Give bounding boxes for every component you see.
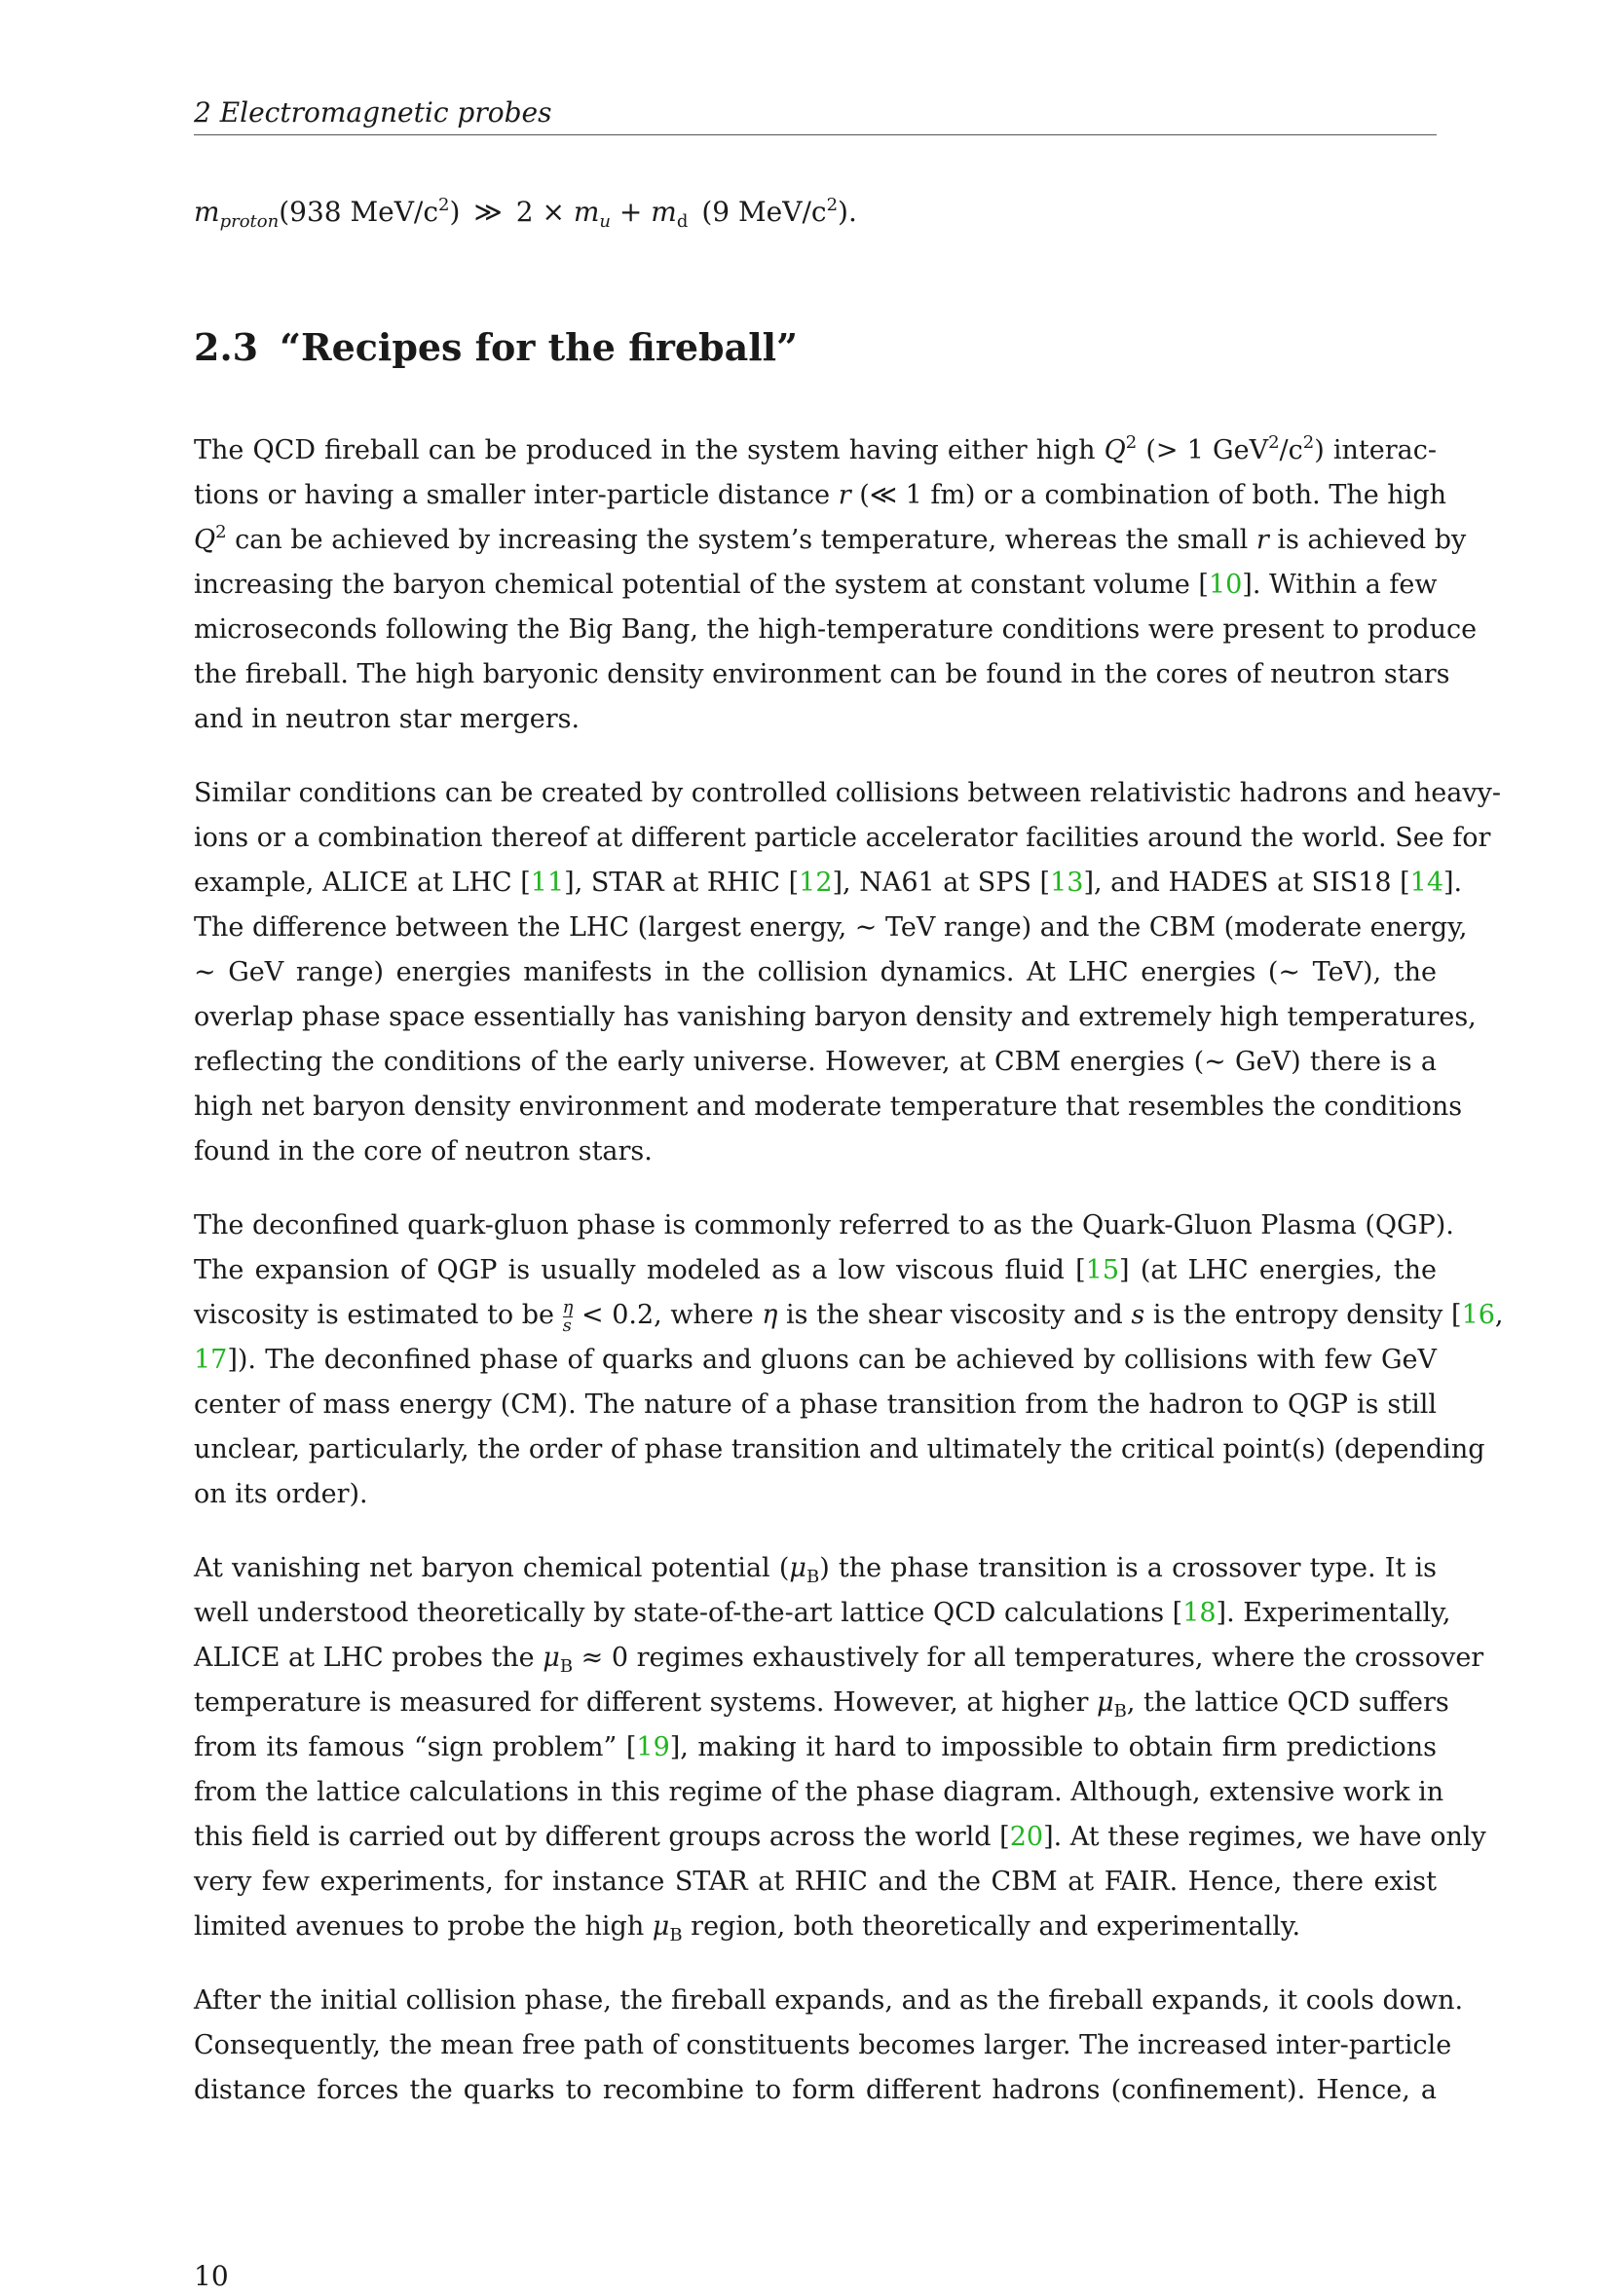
paragraph-4 [194,1546,1486,1949]
citation-link[interactable]: 18 [1182,1598,1217,1628]
text-line: Similar conditions can be created by controlled collisions between relativistic hadrons and heavy- [194,778,1501,808]
math-text: (9 MeV/c [701,196,827,228]
text-line: the fireball. The high baryonic density environment can be found in the cores of neutron stars [194,659,1450,689]
text-line: Consequently, the mean free path of constituents becomes larger. The increased inter-particle [194,2030,1452,2060]
text-line: overlap phase space essentially has vanishing baryon density and extremely high temperatures, [194,1002,1477,1032]
text-line: 17]). The deconfined phase of quarks and gluons can be achieved by collisions with few GeV [194,1345,1437,1375]
text-line: At vanishing net baryon chemical potential $(\mu_B)$ the phase transition is a crossover type. It is [194,1553,1437,1587]
text-line: distance forces the quarks to recombine to form different hadrons (confinement). Hence, a [194,2075,1437,2105]
text-line: temperature is measured for different systems. However, at higher $\mu_B$, the lattice QCD suffers [194,1687,1449,1722]
citation-link[interactable]: 20 [1009,1822,1044,1852]
text-line: increasing the baryon chemical potential of the system at constant volume [10]. Within a few [194,570,1438,600]
math-sup: 2 [438,195,450,215]
math-text: 2 × [515,196,574,228]
section-heading [194,321,798,374]
section-title: “Recipes for the fireball” [280,325,798,369]
math-symbol: ≫ [473,196,503,228]
text-line: After the initial collision phase, the fireball expands, and as the fireball expands, it cools down. [194,1985,1464,2016]
citation-link[interactable]: 19 [636,1732,670,1762]
text-line: well understood theoretically by state-of-the-art lattice QCD calculations [18]. Experimentally, [194,1598,1451,1628]
citation-link[interactable]: 12 [799,868,833,898]
text-line: this field is carried out by different groups across the world [20]. At these regimes, we have only [194,1822,1486,1852]
text-line: The QCD fireball can be produced in the system having either high $Q^2$ (> 1 $GeV^2/c^2$) interac- [194,432,1437,465]
page-number: 10 [194,2260,229,2292]
text-line: ∼ GeV range) energies manifests in the collision dynamics. At LHC energies (∼ TeV), the [194,957,1437,987]
text-line: ions or a combination thereof at different particle accelerator facilities around the world. See for [194,823,1491,853]
math-sub: d [676,211,689,232]
paragraph-2 [194,771,1501,1174]
text-line: center of mass energy (CM). The nature of a phase transition from the hadron to QGP is still [194,1389,1437,1420]
math-text: (938 MeV/c [279,196,439,228]
text-line: on its order). [194,1479,368,1509]
text-line: from the lattice calculations in this regime of the phase diagram. Although, extensive work in [194,1777,1444,1807]
section-number: 2.3 [194,325,259,369]
text-line: unclear, particularly, the order of phase transition and ultimately the critical point(s) (depending [194,1434,1485,1464]
math-m: m [651,196,677,228]
text-line: from its famous “sign problem” [19], making it hard to impossible to obtain firm predictions [194,1732,1437,1762]
mass-inequality [194,191,857,234]
paragraph-5 [194,1979,1464,2113]
text-line: viscosity is estimated to be $\frac{\eta}{s}$ < 0.2, where η is the shear viscosity and s is the entropy density [16, [194,1297,1504,1336]
text-line: The difference between the LHC (largest energy, ∼ TeV range) and the CBM (moderate energy, [194,912,1468,943]
citation-link[interactable]: 10 [1208,570,1243,600]
citation-link[interactable]: 14 [1409,868,1443,898]
text-line: example, ALICE at LHC [11], STAR at RHIC [12], NA61 at SPS [13], and HADES at SIS18 [14]. [194,868,1463,898]
paragraph-3 [194,1204,1504,1517]
text-line: The expansion of QGP is usually modeled as a low viscous fluid [15] (at LHC energies, the [194,1255,1437,1285]
text-line: reflecting the conditions of the early universe. However, at CBM energies (∼ GeV) there is a [194,1047,1437,1077]
text-line: The deconfined quark-gluon phase is commonly referred to as the Quark-Gluon Plasma (QGP). [194,1210,1454,1241]
text-line: ALICE at LHC probes the $\mu_B \approx 0$ regimes exhaustively for all temperatures, where the crossover [194,1643,1484,1677]
math-sub: proton [219,211,280,232]
math-text: ). [838,196,857,228]
eta-over-s-fraction: $\frac{\eta}{s}$ [562,1297,574,1336]
math-text: ) [449,196,461,228]
citation-link[interactable]: 15 [1085,1255,1120,1285]
math-m: m [194,196,220,228]
citation-link[interactable]: 11 [530,868,565,898]
running-head: 2 Electromagnetic probes [194,93,1437,135]
math-sub: u [599,211,611,232]
math-sup: 2 [826,195,839,215]
math-text: + [610,196,652,228]
text-line: microseconds following the Big Bang, the high-temperature conditions were present to produce [194,614,1478,645]
math-m: m [573,196,600,228]
text-line: high net baryon density environment and moderate temperature that resembles the conditions [194,1092,1463,1122]
citation-link[interactable]: 17 [194,1345,228,1375]
paragraph-1 [194,428,1478,742]
text-line: limited avenues to probe the high $\mu_B$ region, both theoretically and experimentally. [194,1911,1301,1945]
text-line: $Q^2$ can be achieved by increasing the system’s temperature, whereas the small r is achieved by [194,522,1467,555]
body-text [194,428,1504,2142]
citation-link[interactable]: 13 [1050,868,1084,898]
text-line: very few experiments, for instance STAR at RHIC and the CBM at FAIR. Hence, there exist [194,1867,1437,1897]
citation-link[interactable]: 16 [1461,1300,1495,1330]
text-line: tions or having a smaller inter-particle distance r (≪ 1 fm) or a combination of both. The high [194,480,1446,510]
text-line: and in neutron star mergers. [194,704,581,734]
text-line: found in the core of neutron stars. [194,1136,653,1167]
